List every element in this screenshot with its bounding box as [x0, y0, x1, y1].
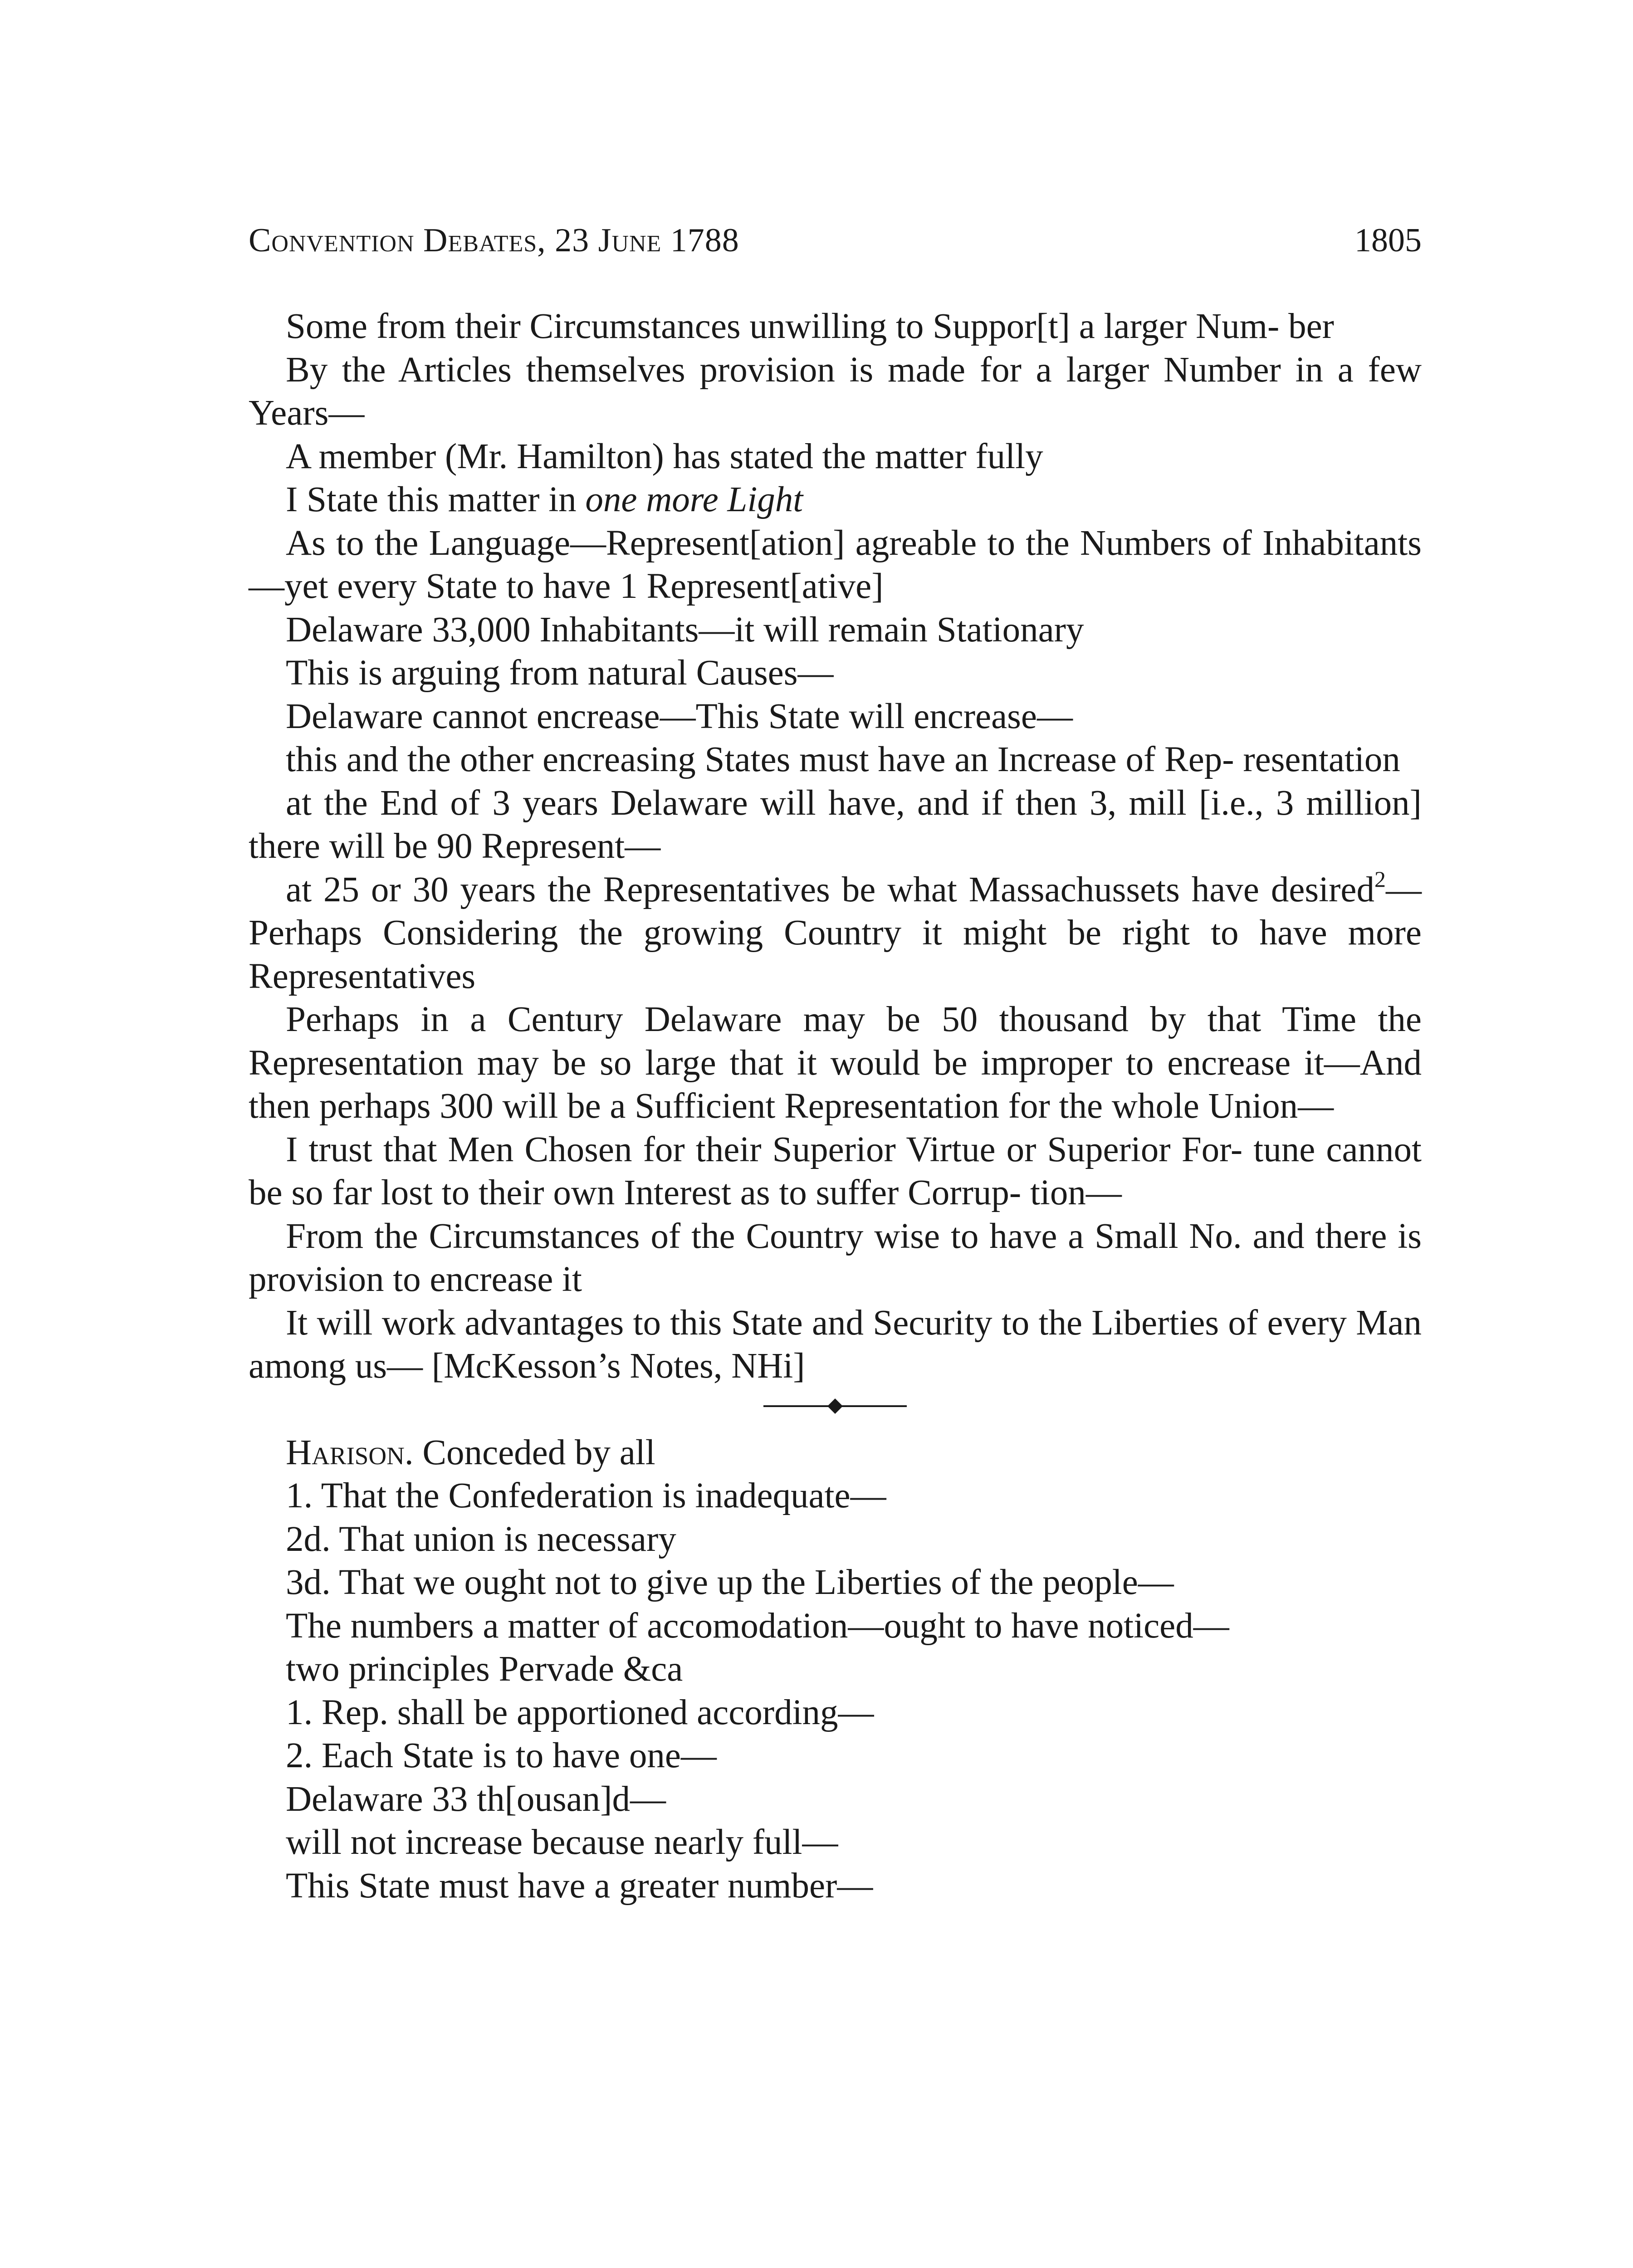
- paragraph-text: —Perhaps Considering the growing Country it might be right to have more Representatives: [249, 870, 1422, 996]
- paragraph: By the Articles themselves provision is made for a larger Number in a few Years—: [249, 350, 1422, 433]
- paragraph: [249, 478, 1422, 522]
- paragraph: [249, 868, 1422, 998]
- paragraph: Perhaps in a Century Delaware may be 50 thousand by that Time the Representation may be so large that it would be improper to encrease it—And then perhaps 300 will be a Sufficient Representation for the whole Union—: [249, 1000, 1422, 1126]
- paragraph: two principles Pervade &ca: [286, 1649, 683, 1689]
- paragraph: I trust that Men Chosen for their Superior Virtue or Superior For- tune cannot be so far lost to their own Interest as to suffer Corrup- tion—: [249, 1129, 1422, 1212]
- paragraph: Some from their Circumstances unwilling to Suppor[t] a larger Num- ber: [286, 307, 1334, 346]
- paragraph: 1. Rep. shall be apportioned according—: [286, 1692, 874, 1732]
- paragraph: The numbers a matter of accomodation—ought to have noticed—: [286, 1606, 1229, 1646]
- speaker-text: . Conceded by all: [404, 1432, 655, 1472]
- paragraph: This is arguing from natural Causes—: [286, 653, 834, 693]
- section-divider: [249, 1388, 1422, 1431]
- speaker-paragraph: [249, 1431, 1422, 1475]
- text-block: [249, 305, 1422, 1907]
- running-head: [249, 218, 1422, 263]
- paragraph: This State must have a greater number—: [286, 1866, 873, 1906]
- paragraph: Delaware 33 th[ousan]d—: [286, 1779, 666, 1819]
- paragraph: 1. That the Confederation is inadequate—: [286, 1476, 886, 1515]
- footnote-reference: 2: [1374, 866, 1386, 892]
- page-number: 1805: [1354, 222, 1422, 259]
- rule-with-diamond-icon: [763, 1397, 907, 1415]
- paragraph: 3d. That we ought not to give up the Liberties of the people—: [286, 1563, 1174, 1602]
- running-head-title: Convention Debates, 23 June 1788: [249, 222, 739, 259]
- paragraph: As to the Language—Represent[ation] agreable to the Numbers of Inhabitants—yet every State to have 1 Represent[ative]: [249, 523, 1422, 606]
- paragraph: Delaware cannot encrease—This State will encrease—: [286, 696, 1073, 736]
- paragraph: at the End of 3 years Delaware will have, and if then 3, mill [i.e., 3 million] there will be 90 Represent—: [249, 783, 1422, 866]
- paragraph: 2d. That union is necessary: [286, 1519, 676, 1559]
- italic-phrase: one more Light: [585, 480, 803, 519]
- paragraph: Delaware 33,000 Inhabitants—it will remain Stationary: [286, 610, 1084, 650]
- paragraph: will not increase because nearly full—: [286, 1823, 838, 1862]
- paragraph-text: at 25 or 30 years the Representatives be what Massachussets have desired: [286, 870, 1374, 909]
- paragraph-text: I State this matter in: [286, 480, 586, 519]
- paragraph: A member (Mr. Hamilton) has stated the matter fully: [286, 436, 1043, 476]
- paragraph: 2. Each State is to have one—: [286, 1736, 717, 1775]
- speaker-name: Harison: [286, 1432, 405, 1472]
- paragraph: this and the other encreasing States must have an Increase of Rep- resentation: [286, 740, 1400, 779]
- paragraph: It will work advantages to this State and Security to the Liberties of every Man among us— [McKesson’s Notes, NHi]: [249, 1303, 1422, 1386]
- paragraph: From the Circumstances of the Country wise to have a Small No. and there is provision to encrease it: [249, 1216, 1422, 1299]
